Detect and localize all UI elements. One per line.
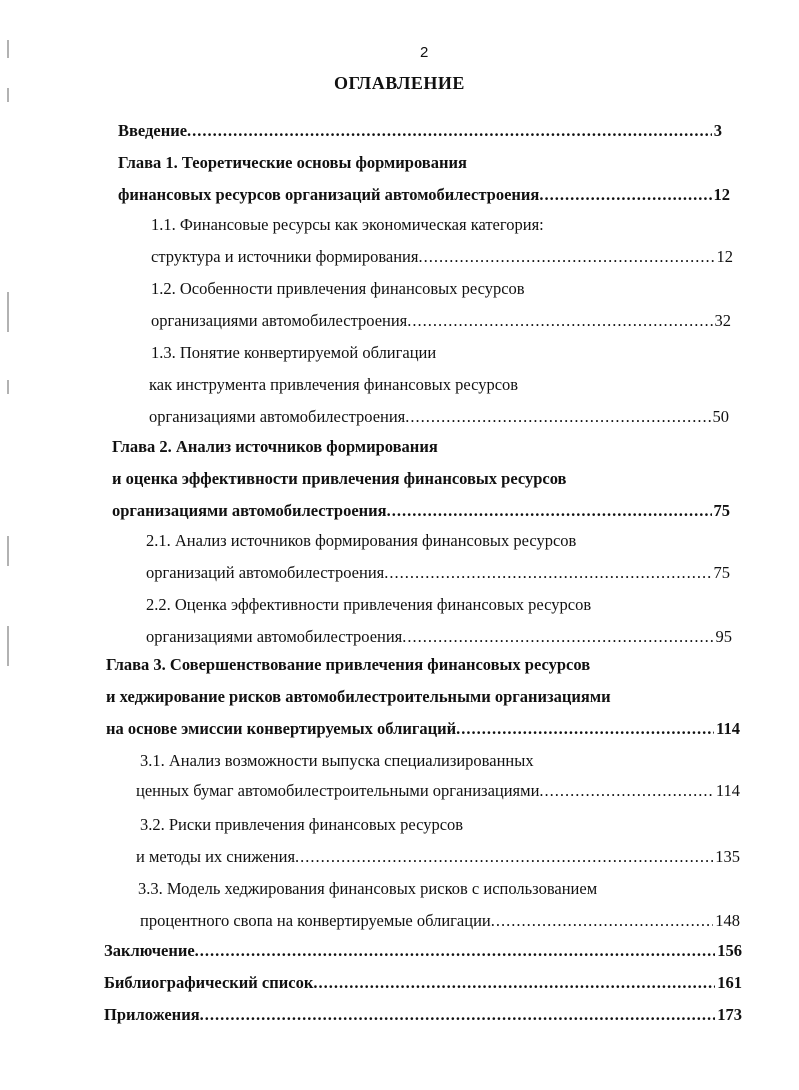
toc-page-number: 32 <box>714 311 731 330</box>
leader-dots <box>418 246 714 268</box>
leader-dots <box>539 184 711 206</box>
leader-dots <box>456 718 714 740</box>
page-title: ОГЛАВЛЕНИЕ <box>334 73 465 93</box>
toc-page-number: 173 <box>717 1005 742 1024</box>
toc-entry-label: процентного свопа на конвертируемые облигации <box>140 911 491 930</box>
toc-entry-chapter-1[interactable] <box>118 184 730 206</box>
toc-page-number: 50 <box>712 407 729 426</box>
toc-entry-appendices[interactable] <box>104 1004 742 1026</box>
scan-artifact <box>7 380 9 394</box>
toc-section-1-2-title: 1.2. Особенности привлечения финансовых ресурсов <box>151 279 525 298</box>
leader-dots <box>407 310 712 332</box>
toc-page-number: 12 <box>716 247 733 266</box>
toc-entry-label: ценных бумаг автомобилестроительными организациями <box>136 781 540 800</box>
leader-dots <box>313 972 715 994</box>
toc-chapter-3-title-cont: и хеджирование рисков автомобилестроительными организациями <box>106 687 611 706</box>
toc-page-number: 148 <box>715 911 740 930</box>
toc-entry-label: Библиографический список <box>104 973 314 992</box>
leader-dots <box>491 910 714 932</box>
toc-page-number: 3 <box>713 121 722 140</box>
toc-entry-section-2-1[interactable] <box>146 562 730 584</box>
toc-section-1-1-title: 1.1. Финансовые ресурсы как экономическая категория: <box>151 215 544 234</box>
toc-entry-label: организациями автомобилестроения <box>112 501 387 520</box>
toc-entry-label: Заключение <box>104 941 195 960</box>
toc-section-3-1-title: 3.1. Анализ возможности выпуска специализированных <box>140 751 534 770</box>
toc-section-3-3-title: 3.3. Модель хеджирования финансовых рисков с использованием <box>138 879 598 898</box>
toc-entry-label: организациями автомобилестроения <box>149 407 406 426</box>
toc-chapter-1-title: Глава 1. Теоретические основы формирования <box>118 153 467 172</box>
toc-entry-label: организациями автомобилестроения <box>146 627 403 646</box>
toc-entry-chapter-3[interactable] <box>106 718 740 740</box>
toc-section-2-2-title: 2.2. Оценка эффективности привлечения финансовых ресурсов <box>146 595 592 614</box>
toc-chapter-2-title-cont: и оценка эффективности привлечения финансовых ресурсов <box>112 469 567 488</box>
toc-entry-label: Введение <box>118 121 188 140</box>
toc-entry-label: организаций автомобилестроения <box>146 563 385 582</box>
toc-entry-label: на основе эмиссии конвертируемых облигаций <box>106 719 457 738</box>
scan-artifact <box>7 292 9 332</box>
toc-page-number: 75 <box>713 501 730 520</box>
toc-section-3-2-title: 3.2. Риски привлечения финансовых ресурсов <box>140 815 464 834</box>
toc-page-number: 12 <box>713 185 730 204</box>
toc-entry-conclusion[interactable] <box>104 940 742 962</box>
toc-entry-bibliography[interactable] <box>104 972 742 994</box>
toc-entry-label: структура и источники формирования <box>151 247 419 266</box>
toc-page-number: 135 <box>715 847 740 866</box>
toc-entry-label: организациями автомобилестроения <box>151 311 408 330</box>
toc-page-number: 114 <box>715 781 740 800</box>
toc-chapter-2-title: Глава 2. Анализ источников формирования <box>112 437 438 456</box>
leader-dots <box>539 780 713 802</box>
toc-page-number: 114 <box>716 719 740 738</box>
leader-dots <box>387 500 712 522</box>
scan-artifact <box>7 536 9 566</box>
toc-entry-label: и методы их снижения <box>136 847 296 866</box>
leader-dots <box>402 626 713 648</box>
toc-section-1-3-title-cont: как инструмента привлечения финансовых ресурсов <box>149 375 519 394</box>
leader-dots <box>195 940 716 962</box>
toc-chapter-3-title: Глава 3. Совершенствование привлечения финансовых ресурсов <box>106 655 591 674</box>
scan-artifact <box>7 40 9 58</box>
toc-entry-section-3-2[interactable] <box>136 846 740 868</box>
toc-page-number: 95 <box>715 627 732 646</box>
toc-entry-section-3-1[interactable] <box>136 780 740 802</box>
leader-dots <box>384 562 711 584</box>
leader-dots <box>295 846 713 868</box>
toc-section-2-1-title: 2.1. Анализ источников формирования финансовых ресурсов <box>146 531 577 550</box>
toc-entry-label: Приложения <box>104 1005 200 1024</box>
leader-dots <box>187 120 712 142</box>
toc-page-number: 161 <box>717 973 742 992</box>
toc-entry-chapter-2[interactable] <box>112 500 730 522</box>
toc-entry-section-3-3[interactable] <box>140 910 740 932</box>
toc-page-number: 75 <box>713 563 730 582</box>
leader-dots <box>405 406 710 428</box>
page-number: 2 <box>420 44 429 61</box>
toc-entry-section-1-2[interactable] <box>151 310 731 332</box>
toc-section-1-3-title: 1.3. Понятие конвертируемой облигации <box>151 343 437 362</box>
toc-entry-section-2-2[interactable] <box>146 626 732 648</box>
toc-entry-label: финансовых ресурсов организаций автомобилестроения <box>118 185 540 204</box>
leader-dots <box>200 1004 716 1026</box>
toc-page-number: 156 <box>717 941 742 960</box>
toc-entry-section-1-3[interactable] <box>149 406 729 428</box>
toc-entry-introduction[interactable] <box>118 120 722 142</box>
scan-artifact <box>7 626 9 666</box>
toc-entry-section-1-1[interactable] <box>151 246 733 268</box>
